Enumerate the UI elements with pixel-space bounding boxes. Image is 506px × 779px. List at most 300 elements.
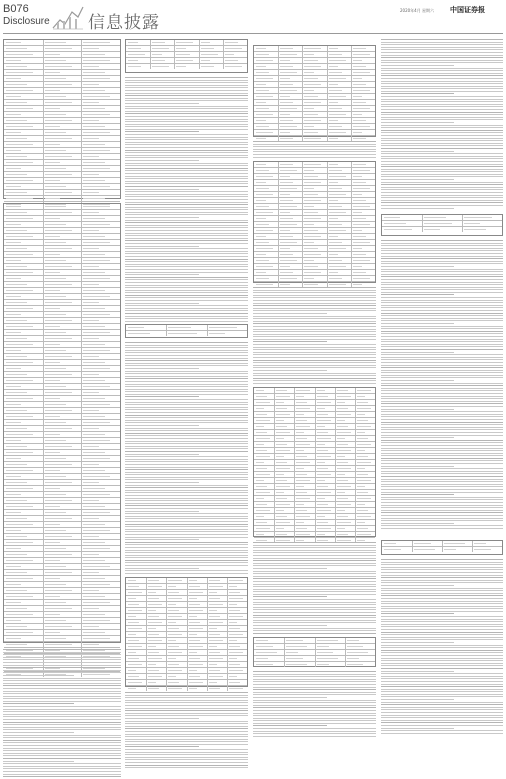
- section-title: 信息披露: [88, 13, 160, 33]
- text-line: [125, 420, 248, 421]
- text-line: [381, 284, 503, 285]
- text-line: [381, 650, 503, 651]
- text-line: [3, 716, 121, 717]
- text-line: [253, 292, 376, 293]
- text-line: [381, 93, 454, 94]
- text-line: [381, 681, 503, 682]
- text-line: [125, 718, 199, 719]
- text-line: [125, 160, 199, 161]
- text-line: [381, 572, 503, 573]
- text-line: [381, 432, 503, 433]
- text-line: [3, 711, 121, 712]
- text-line: [125, 352, 248, 353]
- text-line: [253, 622, 376, 623]
- text-line: [125, 562, 248, 563]
- text-line: [381, 52, 503, 53]
- disclosure-table: [125, 39, 248, 73]
- text-line: [125, 142, 248, 143]
- text-line: [125, 220, 248, 221]
- text-line: [381, 702, 503, 703]
- text-line: [3, 698, 121, 699]
- text-line: [253, 718, 376, 719]
- text-line: [3, 691, 121, 692]
- text-line: [125, 189, 199, 190]
- text-line: [381, 601, 503, 602]
- text-line: [3, 735, 121, 736]
- text-line: [125, 695, 248, 696]
- text-line: [253, 620, 376, 621]
- text-line: [381, 440, 503, 441]
- text-line: [381, 189, 503, 190]
- text-line: [253, 367, 376, 368]
- text-line: [381, 269, 503, 270]
- text-line: [381, 245, 503, 246]
- text-line: [381, 326, 503, 327]
- text-line: [125, 313, 248, 314]
- text-line: [381, 466, 454, 467]
- text-line: [381, 396, 503, 397]
- text-line: [381, 266, 454, 267]
- text-line: [125, 389, 248, 390]
- text-line: [381, 720, 503, 721]
- text-line: [125, 537, 248, 538]
- text-line: [125, 438, 248, 439]
- text-line: [381, 712, 503, 713]
- text-line: [125, 767, 248, 768]
- text-line: [125, 217, 199, 218]
- text-line: [253, 715, 376, 716]
- text-line: [381, 709, 503, 710]
- text-line: [125, 456, 248, 457]
- text-line: [3, 672, 121, 673]
- text-line: [125, 428, 248, 429]
- text-line: [381, 274, 503, 275]
- text-line: [381, 409, 454, 410]
- text-line: [253, 141, 376, 142]
- text-line: [381, 243, 503, 244]
- text-line: [381, 647, 503, 648]
- text-line: [125, 477, 248, 478]
- text-line: [125, 209, 248, 210]
- text-line: [253, 334, 376, 335]
- text-line: [125, 726, 248, 727]
- text-line: [125, 513, 248, 514]
- text-line: [125, 371, 248, 372]
- text-line: [125, 479, 248, 480]
- text-line: [381, 88, 503, 89]
- text-line: [381, 83, 503, 84]
- text-line: [3, 727, 121, 728]
- text-line: [253, 157, 376, 158]
- text-line: [381, 279, 503, 280]
- text-line: [253, 560, 376, 561]
- text-line: [125, 752, 248, 753]
- text-line: [381, 73, 503, 74]
- text-line: [253, 625, 327, 626]
- text-line: [253, 151, 376, 152]
- text-line: [381, 528, 503, 529]
- text-line: [381, 70, 503, 71]
- text-line: [253, 357, 376, 358]
- text-line: [125, 384, 248, 385]
- text-line: [125, 131, 199, 132]
- text-line: [381, 525, 503, 526]
- text-line: [381, 135, 503, 136]
- text-line: [125, 731, 248, 732]
- text-line: [381, 489, 503, 490]
- text-line: [381, 153, 503, 154]
- text-block: [253, 671, 376, 738]
- text-line: [125, 227, 248, 228]
- header-date: 2020年4月 星期六: [400, 8, 434, 13]
- text-line: [125, 134, 248, 135]
- text-line: [253, 599, 376, 600]
- text-line: [125, 565, 248, 566]
- text-line: [381, 518, 503, 519]
- text-line: [3, 748, 121, 749]
- text-line: [125, 461, 248, 462]
- text-line: [125, 269, 248, 270]
- text-line: [125, 557, 248, 558]
- text-line: [125, 350, 248, 351]
- text-line: [381, 81, 503, 82]
- text-line: [253, 576, 376, 577]
- text-line: [381, 258, 503, 259]
- text-line: [125, 121, 248, 122]
- text-line: [125, 82, 248, 83]
- text-line: [125, 539, 199, 540]
- text-line: [125, 734, 248, 735]
- text-line: [125, 103, 199, 104]
- text-line: [125, 422, 248, 423]
- text-line: [125, 459, 248, 460]
- text-line: [3, 753, 121, 754]
- text-line: [125, 697, 248, 698]
- text-line: [253, 571, 376, 572]
- text-line: [125, 259, 248, 260]
- text-line: [381, 140, 503, 141]
- text-line: [125, 113, 248, 114]
- text-line: [381, 468, 503, 469]
- text-line: [253, 573, 376, 574]
- text-line: [125, 292, 248, 293]
- text-line: [253, 586, 376, 587]
- text-line: [253, 584, 376, 585]
- text-line: [125, 95, 248, 96]
- text-line: [125, 300, 248, 301]
- text-line: [253, 697, 327, 698]
- text-line: [381, 365, 503, 366]
- text-line: [125, 108, 248, 109]
- text-line: [381, 127, 503, 128]
- text-line: [381, 158, 503, 159]
- text-line: [381, 205, 503, 206]
- text-line: [253, 684, 376, 685]
- text-line: [381, 86, 503, 87]
- text-line: [381, 122, 454, 123]
- text-line: [125, 573, 248, 574]
- text-line: [125, 721, 248, 722]
- text-line: [381, 101, 503, 102]
- text-line: [381, 505, 503, 506]
- text-line: [253, 607, 376, 608]
- text-line: [3, 709, 121, 710]
- text-line: [125, 692, 248, 693]
- text-line: [381, 182, 503, 183]
- text-line: [381, 398, 503, 399]
- text-line: [125, 137, 248, 138]
- text-line: [381, 663, 503, 664]
- text-line: [125, 547, 248, 548]
- text-line: [381, 619, 503, 620]
- text-line: [381, 130, 503, 131]
- text-block: [381, 559, 503, 735]
- text-line: [125, 474, 248, 475]
- text-line: [381, 148, 503, 149]
- text-line: [125, 524, 248, 525]
- column-1: [3, 37, 121, 744]
- text-line: [381, 613, 454, 614]
- text-line: [125, 516, 248, 517]
- text-line: [125, 155, 248, 156]
- text-line: [381, 621, 503, 622]
- text-line: [253, 370, 327, 371]
- text-line: [381, 383, 503, 384]
- text-line: [253, 702, 376, 703]
- text-line: [381, 427, 503, 428]
- text-line: [125, 233, 248, 234]
- text-line: [253, 339, 376, 340]
- text-line: [381, 671, 454, 672]
- text-line: [125, 705, 248, 706]
- text-line: [381, 585, 454, 586]
- text-line: [3, 667, 121, 668]
- text-line: [381, 728, 454, 729]
- text-line: [381, 722, 503, 723]
- text-line: [125, 435, 248, 436]
- text-line: [381, 715, 503, 716]
- text-line: [381, 60, 503, 61]
- text-line: [381, 161, 503, 162]
- text-line: [3, 774, 121, 775]
- text-line: [125, 246, 199, 247]
- text-line: [381, 331, 503, 332]
- text-line: [381, 442, 503, 443]
- text-line: [253, 316, 376, 317]
- text-line: [3, 729, 121, 730]
- text-line: [125, 715, 248, 716]
- text-line: [125, 373, 248, 374]
- text-line: [381, 458, 503, 459]
- text-line: [381, 99, 503, 100]
- text-line: [125, 277, 248, 278]
- text-line: [381, 307, 503, 308]
- text-line: [381, 248, 503, 249]
- text-line: [125, 85, 248, 86]
- text-line: [125, 378, 248, 379]
- text-line: [125, 511, 199, 512]
- text-line: [125, 505, 248, 506]
- text-line: [125, 746, 199, 747]
- text-line: [125, 321, 248, 322]
- text-line: [253, 581, 376, 582]
- text-line: [253, 633, 376, 634]
- text-line: [3, 662, 121, 663]
- text-line: [125, 529, 248, 530]
- text-line: [125, 710, 248, 711]
- text-line: [381, 195, 503, 196]
- text-line: [381, 294, 454, 295]
- decorative-chart-icon: [52, 4, 84, 30]
- text-line: [125, 482, 199, 483]
- text-line: [253, 720, 376, 721]
- text-line: [125, 713, 248, 714]
- text-line: [3, 755, 121, 756]
- text-line: [125, 358, 248, 359]
- text-line: [381, 559, 503, 560]
- text-line: [381, 65, 454, 66]
- text-line: [381, 276, 503, 277]
- text-line: [125, 451, 248, 452]
- column-3: [253, 37, 376, 744]
- text-line: [381, 145, 503, 146]
- text-line: [125, 386, 248, 387]
- text-block: [253, 141, 376, 159]
- text-line: [125, 248, 248, 249]
- text-line: [253, 373, 376, 374]
- text-line: [125, 139, 248, 140]
- text-line: [381, 569, 503, 570]
- text-line: [381, 642, 454, 643]
- text-line: [381, 512, 503, 513]
- text-line: [381, 197, 503, 198]
- text-line: [125, 560, 248, 561]
- text-line: [3, 732, 74, 733]
- text-line: [253, 344, 376, 345]
- text-line: [381, 256, 503, 257]
- text-line: [125, 310, 248, 311]
- text-line: [3, 758, 121, 759]
- text-line: [253, 545, 376, 546]
- text-line: [381, 689, 503, 690]
- text-line: [125, 186, 248, 187]
- text-line: [125, 360, 248, 361]
- disclosure-table: [125, 324, 248, 338]
- text-line: [381, 78, 503, 79]
- text-line: [125, 454, 199, 455]
- text-line: [381, 492, 503, 493]
- text-line: [381, 665, 503, 666]
- text-line: [3, 706, 121, 707]
- table-row: [126, 331, 247, 336]
- text-line: [381, 112, 503, 113]
- text-line: [381, 250, 503, 251]
- text-line: [381, 174, 503, 175]
- text-line: [3, 688, 121, 689]
- text-line: [125, 163, 248, 164]
- text-line: [381, 611, 503, 612]
- text-line: [381, 184, 503, 185]
- text-line: [125, 555, 248, 556]
- text-line: [125, 212, 248, 213]
- text-line: [125, 365, 248, 366]
- text-line: [3, 683, 121, 684]
- text-line: [381, 416, 503, 417]
- text-line: [125, 191, 248, 192]
- disclosure-table: [381, 214, 503, 236]
- text-line: [253, 318, 376, 319]
- text-line: [381, 660, 503, 661]
- text-line: [253, 602, 376, 603]
- text-line: [125, 498, 248, 499]
- page-code: B076: [3, 3, 29, 15]
- text-line: [125, 106, 248, 107]
- text-line: [381, 328, 503, 329]
- text-line: [125, 355, 248, 356]
- text-line: [125, 147, 248, 148]
- text-line: [381, 460, 503, 461]
- text-line: [381, 632, 503, 633]
- text-line: [253, 687, 376, 688]
- text-line: [253, 329, 376, 330]
- text-line: [253, 290, 376, 291]
- text-line: [381, 253, 503, 254]
- text-line: [3, 665, 121, 666]
- text-line: [125, 391, 248, 392]
- text-line: [125, 495, 248, 496]
- text-line: [381, 403, 503, 404]
- text-line: [125, 490, 248, 491]
- text-line: [381, 375, 503, 376]
- text-line: [3, 750, 121, 751]
- text-line: [381, 562, 503, 563]
- text-line: [253, 558, 376, 559]
- text-line: [125, 240, 248, 241]
- text-line: [125, 111, 248, 112]
- text-line: [253, 589, 376, 590]
- text-line: [253, 380, 376, 381]
- text-line: [3, 766, 121, 767]
- text-line: [381, 606, 503, 607]
- text-line: [381, 261, 503, 262]
- text-line: [381, 42, 503, 43]
- text-line: [125, 441, 248, 442]
- text-line: [381, 240, 503, 241]
- text-line: [125, 181, 248, 182]
- text-line: [125, 446, 248, 447]
- text-line: [125, 723, 248, 724]
- text-line: [125, 396, 199, 397]
- text-line: [125, 345, 248, 346]
- text-line: [125, 399, 248, 400]
- table-row: [382, 227, 502, 232]
- text-line: [381, 725, 503, 726]
- text-line: [381, 616, 503, 617]
- text-line: [253, 347, 376, 348]
- text-line: [253, 149, 376, 150]
- text-line: [125, 196, 248, 197]
- text-line: [381, 179, 454, 180]
- text-line: [125, 230, 248, 231]
- text-line: [253, 375, 376, 376]
- text-line: [125, 152, 248, 153]
- disclosure-table: [253, 45, 376, 137]
- text-line: [125, 165, 248, 166]
- text-line: [125, 238, 248, 239]
- text-line: [381, 349, 503, 350]
- text-line: [381, 362, 503, 363]
- text-line: [125, 485, 248, 486]
